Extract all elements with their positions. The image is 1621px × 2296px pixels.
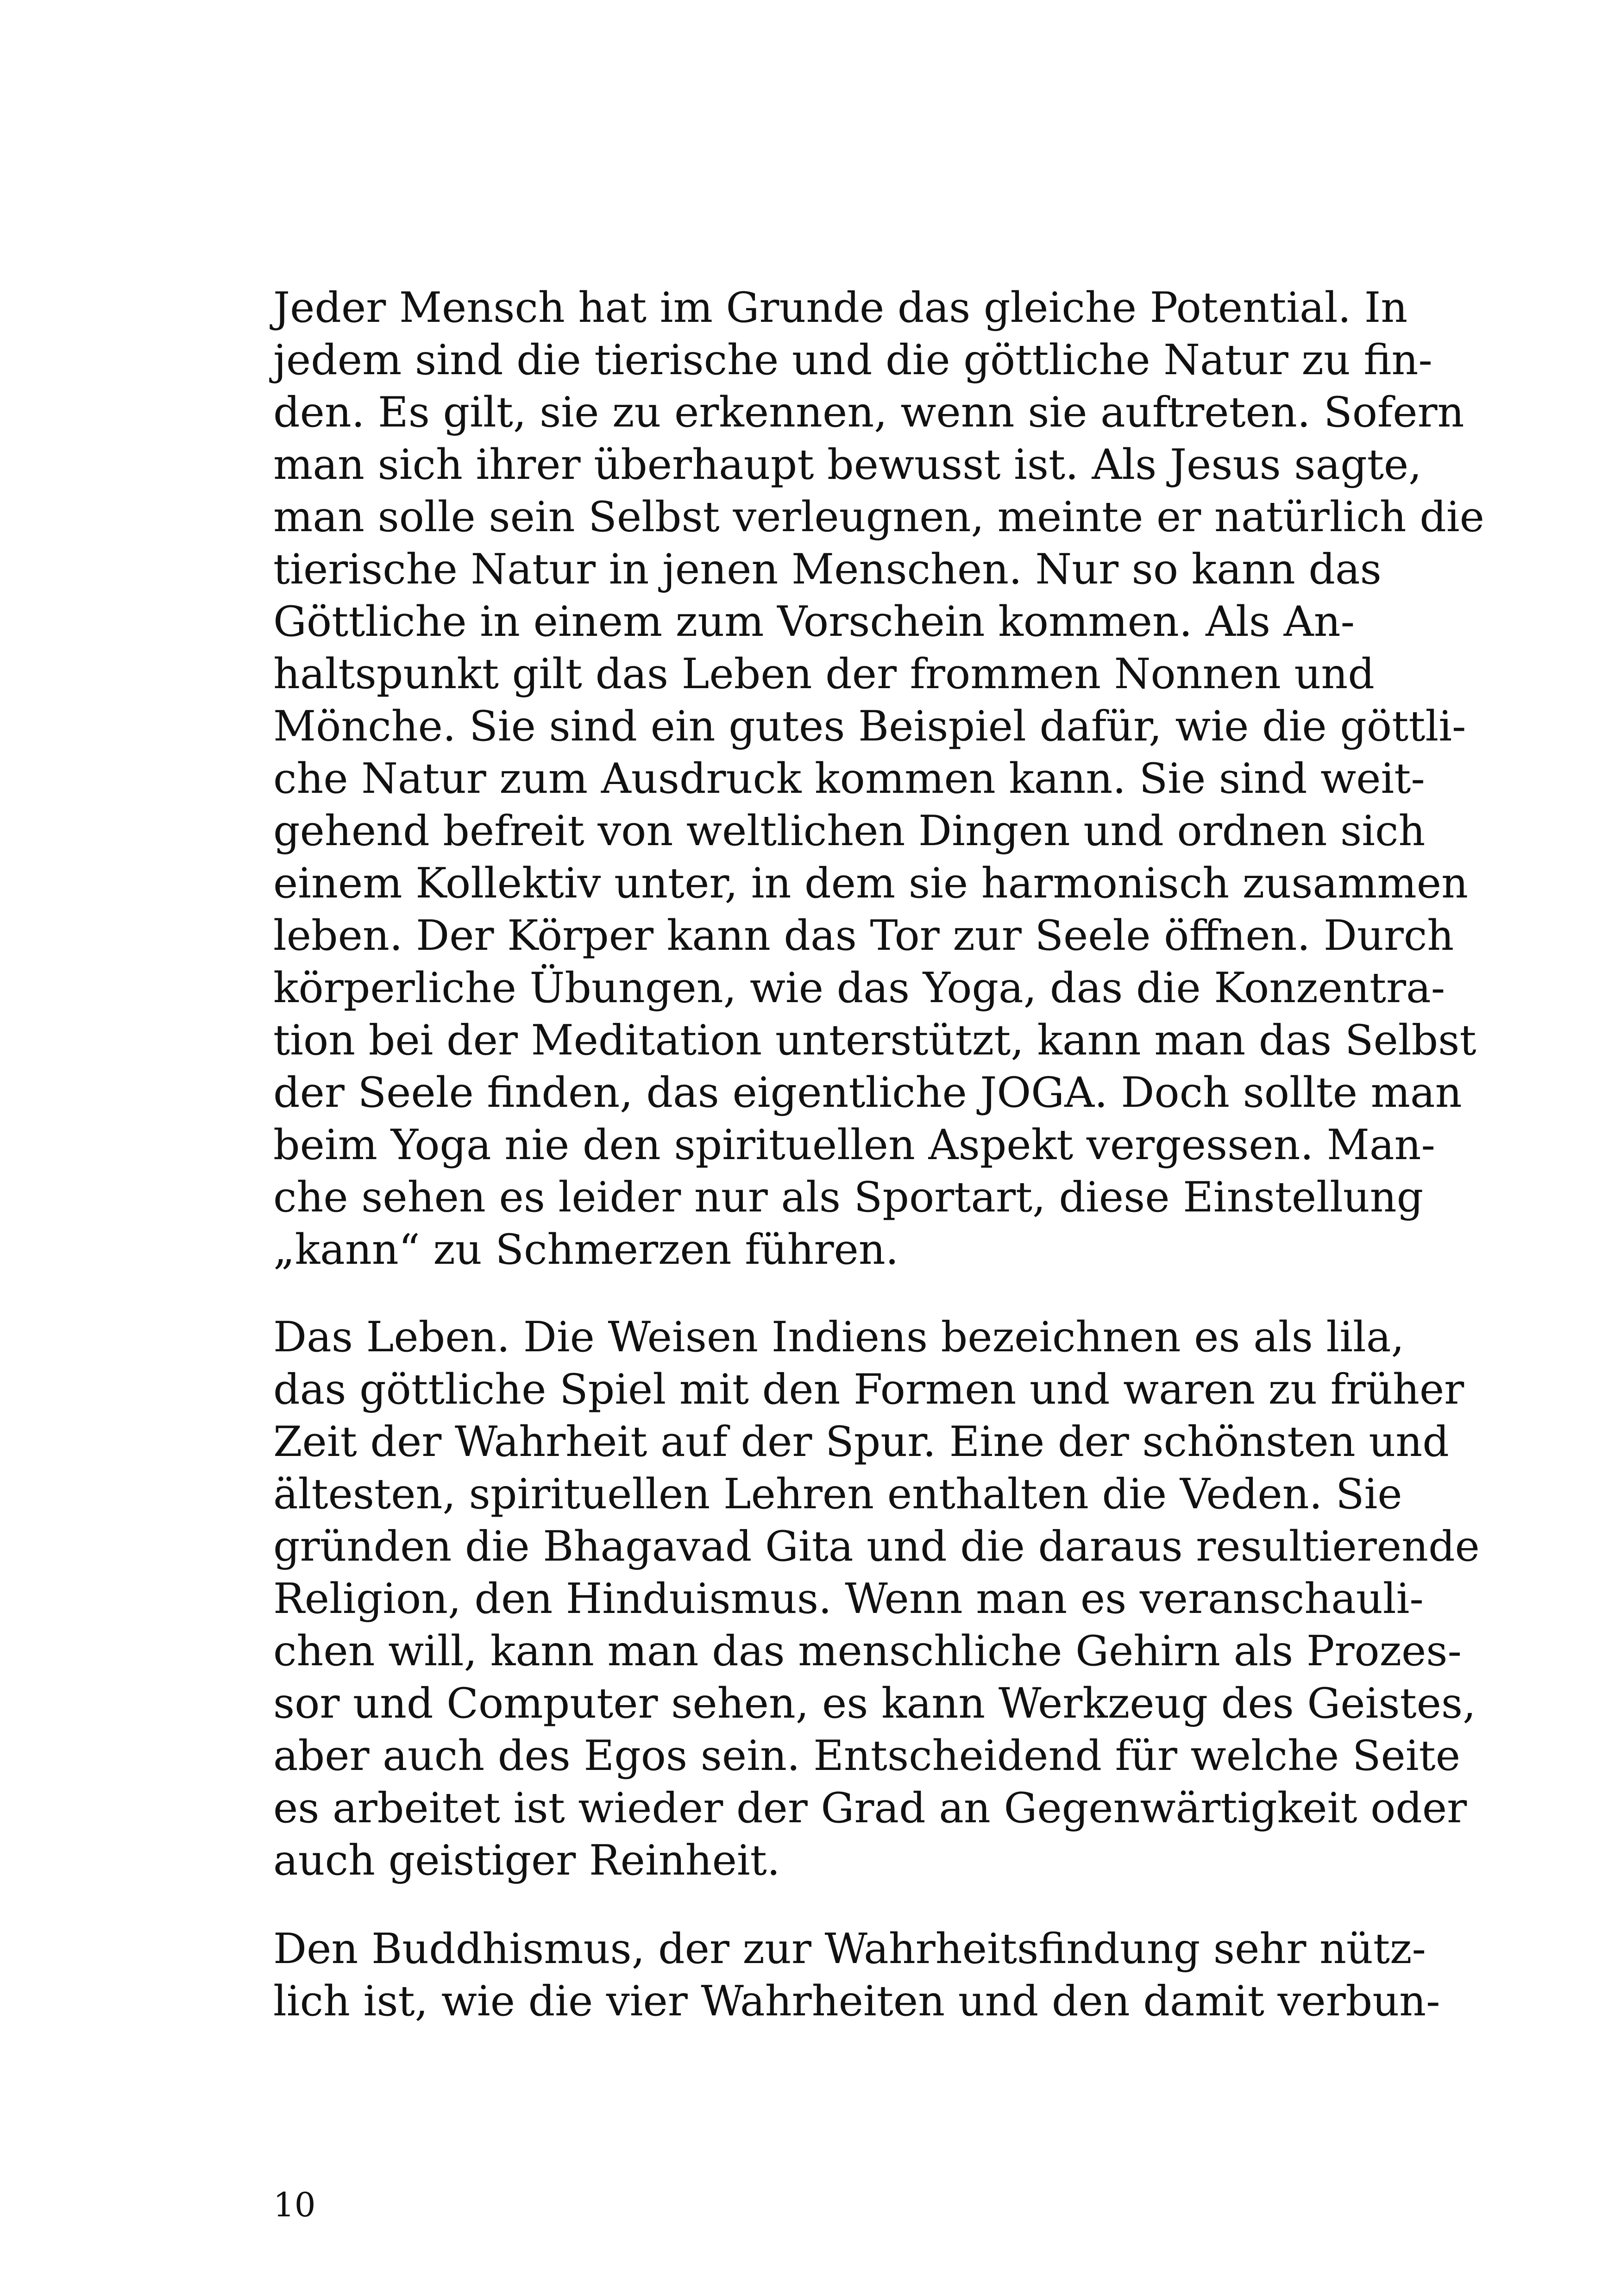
text-line: Mönche. Sie sind ein gutes Beispiel dafür, wie die göttli-: [273, 702, 1466, 751]
text-line: auch geistiger Reinheit.: [273, 1836, 780, 1885]
text-line: Zeit der Wahrheit auf der Spur. Eine der schönsten und: [273, 1418, 1449, 1466]
text-line: lich ist, wie die vier Wahrheiten und den damit verbun-: [273, 1977, 1440, 2026]
text-line: Religion, den Hinduismus. Wenn man es veranschauli-: [273, 1575, 1424, 1623]
text-line: das göttliche Spiel mit den Formen und waren zu früher: [273, 1365, 1464, 1414]
text-line: che sehen es leider nur als Sportart, diese Einstellung: [273, 1173, 1424, 1222]
paragraph-2: [273, 1311, 1480, 1887]
text-line: che Natur zum Ausdruck kommen kann. Sie sind weit-: [273, 754, 1425, 803]
text-line: es arbeitet ist wieder der Grad an Gegenwärtigkeit oder: [273, 1784, 1467, 1832]
text-line: Den Buddhismus, der zur Wahrheitsfindung sehr nütz-: [273, 1925, 1426, 1973]
text-line: haltspunkt gilt das Leben der frommen Nonnen und: [273, 650, 1375, 698]
text-line: körperliche Übungen, wie das Yoga, das die Konzentra-: [273, 964, 1445, 1012]
text-line: tierische Natur in jenen Menschen. Nur so kann das: [273, 545, 1382, 594]
text-line: einem Kollektiv unter, in dem sie harmonisch zusammen: [273, 859, 1468, 908]
text-line: den. Es gilt, sie zu erkennen, wenn sie auftreten. Sofern: [273, 388, 1464, 437]
text-line: Göttliche in einem zum Vorschein kommen. Als An-: [273, 597, 1355, 646]
text-line: tion bei der Meditation unterstützt, kann man das Selbst: [273, 1016, 1476, 1065]
paragraph-3: [273, 1923, 1440, 2027]
text-line: man sich ihrer überhaupt bewusst ist. Als Jesus sagte,: [273, 440, 1422, 489]
page-number: 10: [273, 2185, 316, 2224]
text-line: sor und Computer sehen, es kann Werkzeug des Geistes,: [273, 1679, 1476, 1728]
text-line: leben. Der Körper kann das Tor zur Seele öffnen. Durch: [273, 911, 1454, 960]
text-line: der Seele finden, das eigentliche JOGA. Doch sollte man: [273, 1068, 1462, 1117]
text-line: ältesten, spirituellen Lehren enthalten die Veden. Sie: [273, 1470, 1402, 1518]
text-line: chen will, kann man das menschliche Gehirn als Prozes-: [273, 1627, 1462, 1675]
paragraph-1: [273, 282, 1484, 1276]
text-line: gründen die Bhagavad Gita und die daraus resultierende: [273, 1522, 1480, 1571]
text-line: jedem sind die tierische und die göttliche Natur zu fin-: [273, 336, 1433, 384]
text-line: „kann“ zu Schmerzen führen.: [273, 1225, 899, 1274]
text-line: gehend befreit von weltlichen Dingen und ordnen sich: [273, 807, 1426, 855]
text-line: man solle sein Selbst verleugnen, meinte er natürlich die: [273, 493, 1484, 541]
text-line: Das Leben. Die Weisen Indiens bezeichnen es als lila,: [273, 1313, 1405, 1361]
text-line: beim Yoga nie den spirituellen Aspekt vergessen. Man-: [273, 1121, 1435, 1169]
text-line: aber auch des Egos sein. Entscheidend für welche Seite: [273, 1731, 1460, 1780]
text-line: Jeder Mensch hat im Grunde das gleiche Potential. In: [273, 283, 1408, 332]
